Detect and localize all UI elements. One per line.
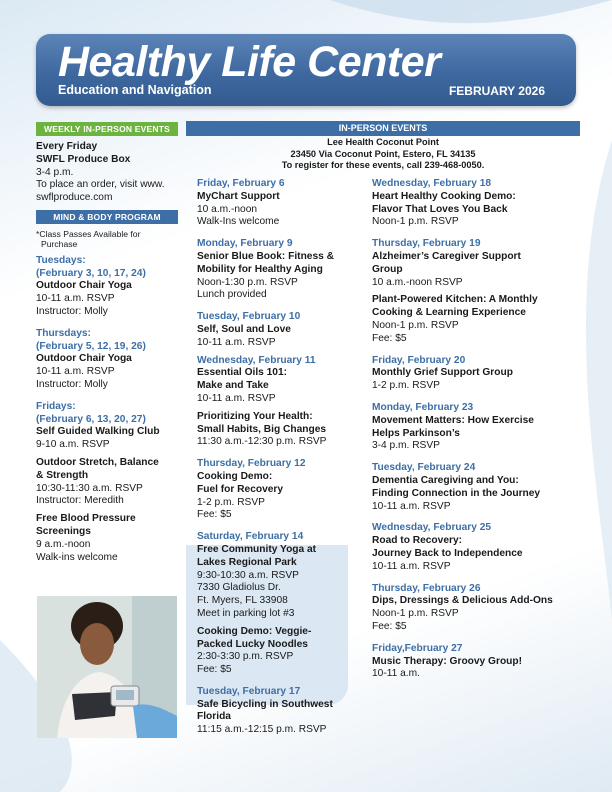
- event-date: Thursday, February 19: [372, 238, 481, 250]
- event-time: 10-11 a.m. RSVP: [372, 560, 451, 572]
- event-time: 10-11 a.m. RSVP: [372, 500, 451, 512]
- left-column: [36, 122, 178, 564]
- event-date: Wednesday, February 11: [197, 354, 316, 366]
- event-note: Walk-Ins welcome: [197, 216, 280, 228]
- event-fee: Fee: $5: [372, 620, 407, 632]
- event-fee: Fee: $5: [197, 664, 232, 676]
- bp-title: Free Blood Pressure: [36, 513, 136, 525]
- event-title: Free Community Yoga at: [197, 543, 317, 555]
- produce-title: SWFL Produce Box: [36, 153, 131, 165]
- bp-note: Walk-ins welcome: [36, 551, 118, 563]
- stretch-time: 10:30-11:30 a.m. RSVP: [36, 482, 143, 494]
- page-title: Healthy Life Center: [58, 38, 441, 86]
- event-title: Plant-Powered Kitchen: A Monthly: [372, 294, 538, 306]
- event-title: Finding Connection in the Journey: [372, 487, 541, 499]
- event-title: Journey Back to Independence: [372, 547, 523, 559]
- event-title: Cooking Demo: Veggie-: [197, 625, 312, 637]
- event-address: 7330 Gladiolus Dr.: [197, 582, 281, 594]
- event-date: Thursday, February 12: [197, 458, 306, 470]
- event-title: Alzheimer’s Caregiver Support: [372, 250, 521, 262]
- location-address: 23450 Via Coconut Point, Estero, FL 34135: [290, 148, 476, 159]
- fridays-label: Fridays:: [36, 400, 76, 412]
- fridays-title: Self Guided Walking Club: [36, 426, 160, 438]
- event-date: Friday, February 20: [372, 354, 466, 366]
- event-title: Dementia Caregiving and You:: [372, 474, 519, 486]
- event-date: Tuesday, February 24: [372, 462, 476, 474]
- event-title: Music Therapy: Groovy Group!: [372, 655, 523, 667]
- event-time: 3-4 p.m. RSVP: [372, 440, 440, 452]
- event-fee: Fee: $5: [197, 509, 232, 521]
- event-date: Friday,February 27: [372, 642, 463, 654]
- event-date: Tuesday, February 17: [197, 685, 301, 697]
- event-title: Self, Soul and Love: [197, 323, 291, 335]
- event-title: Small Habits, Big Changes: [197, 423, 327, 435]
- event-title: Safe Bicycling in Southwest: [197, 698, 333, 710]
- tuesdays-title: Outdoor Chair Yoga: [36, 280, 132, 292]
- event-title: Cooking & Learning Experience: [372, 307, 526, 319]
- event-date: Thursday, February 26: [372, 582, 481, 594]
- thursdays-label: Thursdays:: [36, 327, 91, 339]
- event-date: Monday, February 9: [197, 238, 293, 250]
- produce-when: Every Friday: [36, 141, 98, 152]
- bp-title-2: Screenings: [36, 525, 91, 537]
- event-time: 10 a.m.-noon: [197, 203, 258, 215]
- in-person-events-heading: IN-PERSON EVENTS: [186, 121, 580, 136]
- weekly-events-heading: WEEKLY IN-PERSON EVENTS: [36, 122, 178, 136]
- stretch-title-2: & Strength: [36, 469, 89, 481]
- event-date: Monday, February 23: [372, 401, 474, 413]
- event-time: 11:15 a.m.-12:15 p.m. RSVP: [197, 724, 327, 736]
- location-phone: To register for these events, call 239-468-0050.: [281, 160, 485, 170]
- month-label: FEBRUARY 2026: [448, 84, 545, 98]
- tuesdays-time: 10-11 a.m. RSVP: [36, 293, 115, 305]
- event-date: Wednesday, February 25: [372, 522, 492, 534]
- event-title: Road to Recovery:: [372, 535, 463, 547]
- event-fee: Fee: $5: [372, 332, 407, 344]
- event-time: 10-11 a.m.: [372, 668, 420, 680]
- blood-pressure-photo: [37, 596, 177, 738]
- event-date: Friday, February 6: [197, 178, 285, 189]
- event-title: Monthly Grief Support Group: [372, 367, 513, 379]
- event-time: 2:30-3:30 p.m. RSVP: [197, 651, 294, 663]
- event-title: Florida: [197, 711, 231, 723]
- passes-note: *Class Passes Available for: [36, 228, 141, 239]
- thursdays-title: Outdoor Chair Yoga: [36, 353, 132, 365]
- event-date: Tuesday, February 10: [197, 311, 301, 323]
- tuesdays-instructor: Instructor: Molly: [36, 305, 108, 317]
- passes-note-2: Purchase: [41, 239, 78, 250]
- event-time: 11:30 a.m.-12:30 p.m. RSVP: [197, 436, 327, 448]
- event-time: Noon-1 p.m. RSVP: [372, 319, 459, 331]
- bp-time: 9 a.m.-noon: [36, 538, 91, 550]
- fridays-dates: (February 6, 13, 20, 27): [36, 413, 146, 425]
- event-time: Noon-1:30 p.m. RSVP: [197, 276, 298, 288]
- event-time: 1-2 p.m. RSVP: [372, 380, 440, 392]
- stretch-instructor: Instructor: Meredith: [36, 495, 124, 507]
- event-time: 10-11 a.m. RSVP: [197, 336, 276, 348]
- event-time: Noon-1 p.m. RSVP: [372, 608, 459, 620]
- right-column: [372, 178, 582, 681]
- event-title: Packed Lucky Noodles: [197, 638, 308, 650]
- middle-column: [197, 178, 361, 737]
- event-title: Fuel for Recovery: [197, 483, 284, 495]
- thursdays-instructor: Instructor: Molly: [36, 378, 108, 390]
- event-title: Heart Healthy Cooking Demo:: [372, 190, 516, 202]
- event-title: Cooking Demo:: [197, 470, 273, 482]
- photo-illustration-icon: [37, 596, 177, 738]
- event-time: 1-2 p.m. RSVP: [197, 496, 265, 508]
- page-subtitle: Education and Navigation: [58, 83, 212, 97]
- tuesdays-label: Tuesdays:: [36, 254, 86, 266]
- stretch-title: Outdoor Stretch, Balance: [36, 456, 159, 468]
- event-title: Make and Take: [197, 380, 269, 392]
- event-title: Essential Oils 101:: [197, 367, 288, 379]
- event-title: Group: [372, 263, 403, 275]
- produce-link[interactable]: swflproduce.com: [36, 192, 113, 204]
- event-title: Helps Parkinson’s: [372, 427, 460, 439]
- event-title: Flavor That Loves You Back: [372, 203, 508, 215]
- tuesdays-dates: (February 3, 10, 17, 24): [36, 267, 146, 279]
- event-note: Lunch provided: [197, 289, 267, 301]
- mind-body-heading: MIND & BODY PROGRAM: [36, 210, 178, 224]
- event-date: Saturday, February 14: [197, 531, 304, 543]
- event-time: 9:30-10:30 a.m. RSVP: [197, 569, 299, 581]
- event-title: Lakes Regional Park: [197, 556, 297, 568]
- location-name: Lee Health Coconut Point: [327, 137, 439, 147]
- thursdays-dates: (February 5, 12, 19, 26): [36, 340, 146, 352]
- event-note: Meet in parking lot #3: [197, 607, 295, 619]
- event-title: Movement Matters: How Exercise: [372, 414, 534, 426]
- produce-note: To place an order, visit www.: [36, 179, 165, 191]
- event-title: Senior Blue Book: Fitness &: [197, 250, 334, 262]
- thursdays-time: 10-11 a.m. RSVP: [36, 366, 115, 378]
- event-title: Dips, Dressings & Delicious Add-Ons: [372, 595, 553, 607]
- event-title: MyChart Support: [197, 190, 280, 202]
- event-time: 10-11 a.m. RSVP: [197, 392, 276, 404]
- event-time: Noon-1 p.m. RSVP: [372, 216, 459, 228]
- events-location: [186, 137, 580, 172]
- event-time: 10 a.m.-noon RSVP: [372, 276, 463, 288]
- produce-time: 3-4 p.m.: [36, 166, 74, 178]
- event-address: Ft. Myers, FL 33908: [197, 595, 288, 607]
- event-date: Wednesday, February 18: [372, 178, 492, 189]
- event-title: Mobility for Healthy Aging: [197, 263, 323, 275]
- fridays-time: 9-10 a.m. RSVP: [36, 439, 110, 451]
- event-title: Prioritizing Your Health:: [197, 410, 313, 422]
